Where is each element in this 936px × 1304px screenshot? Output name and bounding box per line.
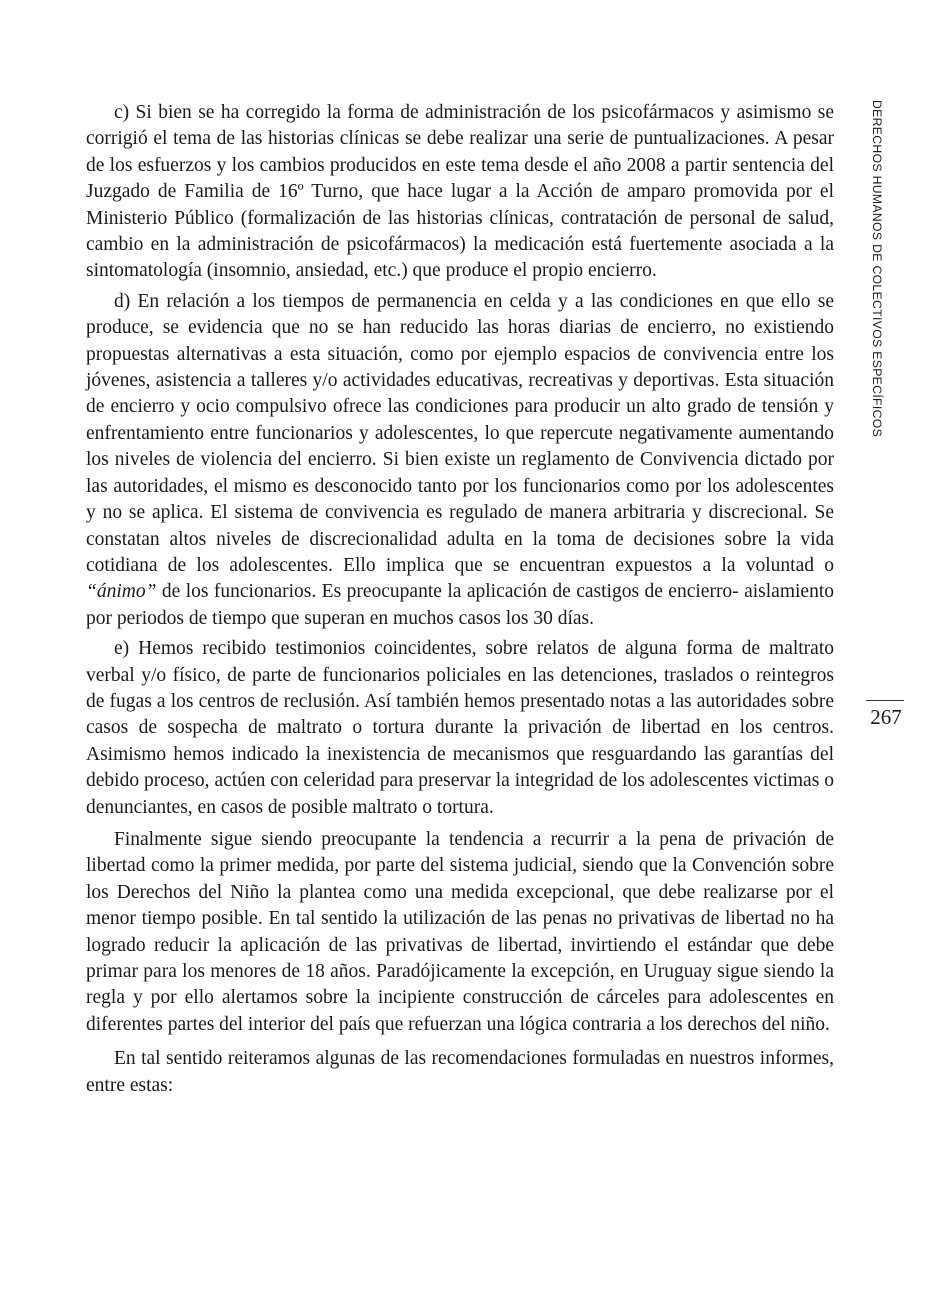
page-number-rule: [866, 700, 904, 701]
paragraph-d-italic-animo: “ánimo”: [86, 581, 157, 603]
paragraph-d-text-2: de los funcionarios. Es preocupante la aplicación de castigos de encierro- aislamiento por periodos de tiempo que superan en muchos casos los 30 días.: [86, 581, 834, 629]
paragraph-d-text-1: d) En relación a los tiempos de permanencia en celda y a las condiciones en que ello se produce, se evidencia que no se han reducido las horas diarias de encierro, no existiendo propuestas alternativas a esta situación, como por ejemplo espacios de convivencia entre los jóvenes, asistencia a talleres y/o actividades educativas, recreativas y deportivas. Esta situación de encierro y ocio compulsivo ofrece las condiciones para producir un alto grado de tensión y enfrentamiento entre funcionarios y adolescentes, lo que repercute negativamente aumentando los niveles de violencia del encierro. Si bien existe un reglamento de Convivencia dictado por las autoridades, el mismo es desconocido tanto por los funcionarios como por los adolescentes y no se aplica. El sistema de convivencia es regulado de manera arbitraria y discrecional. Se constatan altos niveles de discrecionalidad adulta en la toma de decisiones sobre la vida cotidiana de los adolescentes. Ello implica que se encuentran expuestos a la voluntad o: [86, 290, 834, 576]
page-number: 267: [870, 705, 902, 729]
paragraph-e: e) Hemos recibido testimonios coincidentes, sobre relatos de alguna forma de maltrato verbal y/o físico, de parte de funcionarios policiales en las detenciones, traslados o reintegros de fugas a los centros de reclusión. Así también hemos presentado notas a las autoridades sobre casos de sospecha de maltrato o tortura durante la privación de libertad en los centros. Asimismo hemos indicado la inexistencia de mecanismos que resguardando las garantías del debido proceso, actúen con celeridad para preservar la integridad de los adolescentes victimas o denunciantes, en casos de posible maltrato o tortura.: [86, 638, 834, 818]
paragraph-d: [86, 289, 834, 632]
body-text: [86, 100, 834, 1103]
paragraph-c: c) Si bien se ha corregido la forma de administración de los psicofármacos y asimismo se corrigió el tema de las historias clínicas se debe realizar una serie de puntualizaciones. A pesar de los esfuerzos y los cambios producidos en este tema desde el año 2008 a partir sentencia del Juzgado de Familia de 16º Turno, que hace lugar a la Acción de amparo promovida por el Ministerio Público (formalización de las historias clínicas, contratación de personal de salud, cambio en la administración de psicofármacos) la medicación está fuertemente asociada a la sintomatología (insomnio, ansiedad, etc.) que produce el propio encierro.: [86, 102, 834, 282]
running-header-text: DERECHOS HUMANOS DE COLECTIVOS ESPECÍFICOS: [870, 100, 884, 438]
paragraph-finalmente: Finalmente sigue siendo preocupante la tendencia a recurrir a la pena de privación de libertad como la primer medida, por parte del sistema judicial, siendo que la Convención sobre los Derechos del Niño la plantea como una medida excepcional, que debe realizarse por el menor tiempo posible. En tal sentido la utilización de las penas no privativas de libertad no ha logrado reducir la aplicación de las privativas de libertad, invirtiendo el estándar que debe primar para los menores de 18 años. Paradójicamente la excepción, en Uruguay sigue siendo la regla y por ello alertamos sobre la incipiente construcción de cárceles para adolescentes en diferentes partes del interior del país que refuerzan una lógica contraria a los derechos del niño.: [86, 828, 834, 1035]
running-header: [866, 100, 890, 440]
paragraph-en-tal-sentido: En tal sentido reiteramos algunas de las recomendaciones formuladas en nuestros informes, entre estas:: [86, 1048, 834, 1096]
